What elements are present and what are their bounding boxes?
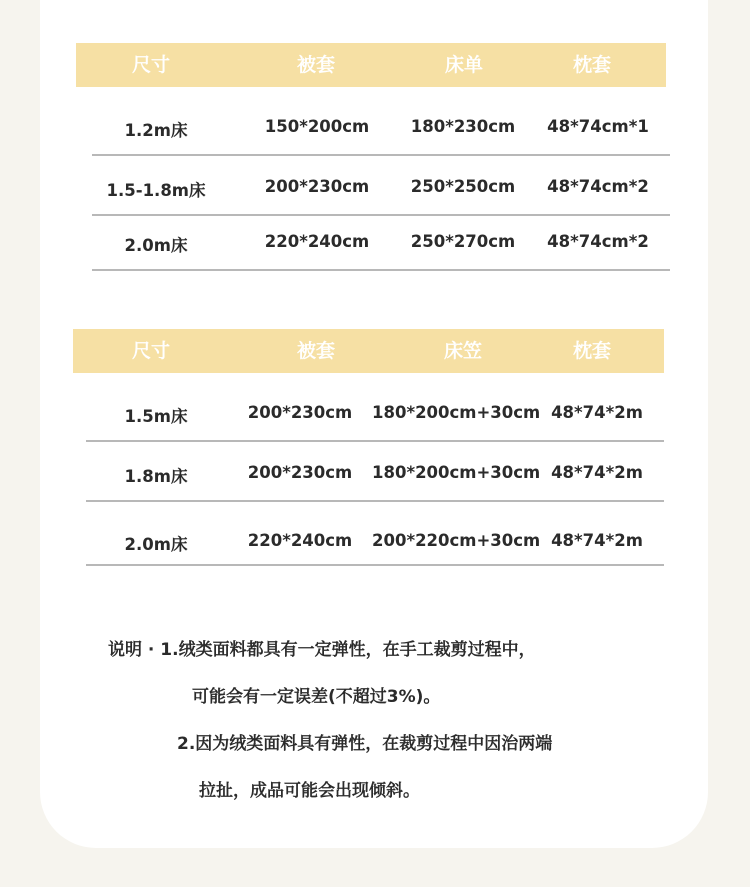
header-cell-fitted-sheet: 床笠: [443, 340, 482, 362]
cell-pillowcase: 48*74cm*2: [547, 177, 649, 196]
cell-size: 2.0m床: [124, 535, 188, 554]
header-cell-size: 尺寸: [131, 54, 170, 76]
row-divider: [86, 500, 664, 502]
cell-duvet-cover: 150*200cm: [264, 117, 370, 136]
cell-duvet-cover: 200*230cm: [264, 177, 370, 196]
table-header: [73, 329, 664, 373]
note-line-1: 说明 · 1.绒类面料都具有一定弹性，在手工裁剪过程中，: [108, 640, 536, 660]
header-cell-duvet-cover: 被套: [296, 54, 335, 76]
note-line-2: 可能会有一定误差(不超过3%)。: [192, 687, 441, 707]
header-cell-pillowcase: 枕套: [572, 340, 611, 362]
row-divider: [86, 564, 664, 566]
note-line-3: 2.因为绒类面料具有弹性，在裁剪过程中因治两端: [177, 734, 553, 754]
cell-pillowcase: 48*74*2m: [551, 531, 643, 550]
cell-pillowcase: 48*74*2m: [551, 403, 643, 422]
cell-size: 1.5m床: [124, 407, 188, 426]
cell-pillowcase: 48*74cm*1: [547, 117, 649, 136]
cell-pillowcase: 48*74*2m: [551, 463, 643, 482]
cell-duvet-cover: 220*240cm: [264, 232, 370, 251]
note-line-4: 拉扯，成品可能会出现倾斜。: [199, 781, 420, 801]
cell-bed-sheet: 250*270cm: [410, 232, 516, 251]
cell-bed-sheet: 250*250cm: [410, 177, 516, 196]
cell-size: 1.8m床: [124, 467, 188, 486]
header-cell-size: 尺寸: [131, 340, 170, 362]
header-cell-bed-sheet: 床单: [444, 54, 483, 76]
cell-size: 2.0m床: [124, 236, 188, 255]
row-divider: [86, 440, 664, 442]
cell-duvet-cover: 200*230cm: [247, 403, 353, 422]
header-cell-duvet-cover: 被套: [296, 340, 335, 362]
cell-size: 1.5-1.8m床: [106, 181, 206, 200]
cell-pillowcase: 48*74cm*2: [547, 232, 649, 251]
cell-fitted-sheet: 180*200cm+30cm: [372, 463, 541, 482]
cell-bed-sheet: 180*230cm: [410, 117, 516, 136]
header-cell-pillowcase: 枕套: [572, 54, 611, 76]
cell-duvet-cover: 200*230cm: [247, 463, 353, 482]
cell-duvet-cover: 220*240cm: [247, 531, 353, 550]
cell-size: 1.2m床: [124, 121, 188, 140]
cell-fitted-sheet: 180*200cm+30cm: [372, 403, 541, 422]
cell-fitted-sheet: 200*220cm+30cm: [372, 531, 541, 550]
